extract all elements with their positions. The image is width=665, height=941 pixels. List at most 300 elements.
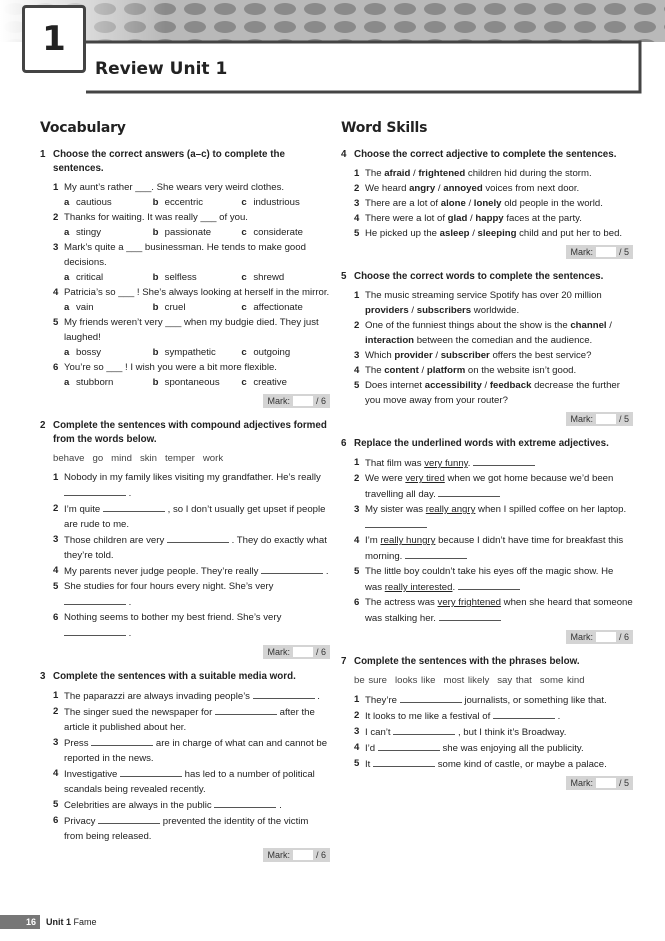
option-c[interactable]: [241, 345, 330, 360]
mark-box: [341, 776, 633, 790]
sentence-end: .: [557, 711, 561, 722]
sentence-end: offers the best service?: [489, 350, 592, 361]
option-c[interactable]: [241, 195, 330, 210]
item-text: [365, 756, 633, 772]
item-text: The content / platform on the website isn’t good.: [365, 365, 577, 376]
sentence-start: One of the funniest things about the show is the: [365, 320, 571, 331]
option-text: outgoing: [253, 347, 291, 358]
list-item: [40, 180, 330, 195]
sentence-start: The: [365, 365, 385, 376]
item-text: [365, 724, 633, 740]
item-text: [64, 470, 330, 501]
mark-total: / 5: [618, 778, 629, 788]
sentence-start: She studies for four hours every night. She’s very: [64, 581, 274, 592]
option-a[interactable]: [64, 345, 153, 360]
list-item: [40, 579, 330, 610]
item-number: 2: [53, 503, 59, 514]
sentence-start: The little boy couldn’t take his eyes off the magic show. He was: [365, 566, 614, 593]
phrase-bank-item: say that: [497, 675, 532, 686]
item-text: [64, 563, 330, 579]
item-number: 5: [53, 799, 59, 810]
mark-total: / 6: [315, 850, 326, 860]
exercise-6: [341, 437, 633, 644]
list-item: [40, 360, 330, 375]
mark-total: / 5: [618, 414, 629, 424]
list-item: [341, 692, 633, 708]
list-item: [341, 502, 633, 533]
exercise-1: [40, 148, 330, 408]
mark-total: / 6: [618, 632, 629, 642]
item-text: There are a lot of alone / lonely old people in the world.: [365, 198, 603, 209]
word-skills-column: [341, 120, 633, 801]
item-number: 2: [53, 212, 59, 223]
sentence-end: when we got home because we’d been travelling all day.: [365, 473, 614, 500]
item-text: [64, 797, 330, 813]
list-item: [341, 348, 633, 363]
item-text: Which provider / subscriber offers the best service?: [365, 350, 592, 361]
list-item: [341, 756, 633, 772]
item-number: 2: [354, 473, 360, 484]
item-text: [64, 240, 330, 270]
option-letter: b: [152, 377, 159, 388]
option-letter: a: [64, 377, 70, 388]
sentence-end: .: [452, 582, 456, 593]
sentence-end: journalists, or something like that.: [464, 695, 607, 706]
page-header: [0, 0, 665, 96]
item-number: 4: [354, 742, 360, 753]
sentence-start: The singer sued the newspaper for: [64, 707, 213, 718]
option-text: passionate: [164, 227, 212, 238]
answer-blank[interactable]: [64, 594, 126, 605]
option-b[interactable]: [153, 300, 242, 315]
option-a[interactable]: [64, 270, 153, 285]
sentence-start: Investigative: [64, 769, 118, 780]
option-text: creative: [253, 377, 287, 388]
choice-option-1[interactable]: asleep: [439, 228, 470, 239]
item-text: [64, 688, 330, 704]
item-text: The afraid / frightened children hid during the storm.: [365, 168, 592, 179]
choice-option-2[interactable]: frightened: [418, 168, 466, 179]
answer-blank[interactable]: [64, 485, 126, 496]
option-a[interactable]: [64, 300, 153, 315]
sentence-start: The actress was: [365, 597, 438, 608]
sentence-end: worldwide.: [471, 305, 520, 316]
item-text: One of the funniest things about the show is the channel / interaction between the comedian and the audience.: [365, 320, 612, 346]
answer-blank[interactable]: [458, 579, 520, 590]
item-text: [365, 692, 633, 708]
list-item: [40, 501, 330, 532]
sentence-start: I can’t: [365, 727, 391, 738]
item-text: [64, 610, 330, 641]
list-item: [341, 724, 633, 740]
option-text: bossy: [76, 347, 102, 358]
sentence-start: It: [365, 759, 371, 770]
list-item: [341, 378, 633, 408]
option-b[interactable]: [153, 195, 242, 210]
choice-option-1[interactable]: accessibility: [424, 380, 482, 391]
sentence-end: between the comedian and the audience.: [414, 335, 593, 346]
option-letter: b: [152, 347, 159, 358]
decorative-pattern: [0, 0, 665, 96]
footer-topic: Fame: [73, 917, 97, 927]
answer-blank[interactable]: [400, 692, 462, 703]
page-footer: [0, 914, 97, 930]
option-letter: c: [241, 302, 247, 313]
item-number: 4: [53, 287, 59, 298]
sentence-end: , so I don’t usually get upset if people are rude to me.: [64, 504, 326, 530]
option-text: shrewd: [253, 272, 285, 283]
item-number: 5: [354, 380, 360, 391]
sentence-start: He picked up the: [365, 228, 440, 239]
page-title: Review Unit 1: [95, 59, 228, 79]
sentence-start: The: [365, 168, 385, 179]
mark-input[interactable]: [293, 396, 313, 406]
exercise-number: 7: [341, 656, 347, 667]
sentence-end: she was enjoying all the publicity.: [442, 743, 584, 754]
choice-option-1[interactable]: alone: [440, 198, 466, 209]
sentence-start: Nobody in my family likes visiting my grandfather. He’s really: [64, 472, 321, 483]
option-letter: a: [64, 272, 70, 283]
exercise-instruction: Complete the sentences with a suitable media word.: [53, 671, 296, 682]
list-item: [40, 532, 330, 563]
choice-option-2[interactable]: platform: [426, 365, 466, 376]
item-number: 3: [354, 198, 360, 209]
phrase-bank: [341, 673, 633, 688]
sentence-end: has led to a number of political scandals being revealed recently.: [64, 769, 315, 795]
item-number: 3: [354, 504, 360, 515]
list-item: [341, 564, 633, 595]
list-item: [341, 455, 633, 471]
answer-blank[interactable]: [373, 756, 435, 767]
sentence-end: decrease the further you move away from your router?: [365, 380, 620, 406]
list-item: [341, 288, 633, 318]
option-c[interactable]: [241, 375, 330, 390]
word-skills-heading: Word Skills: [341, 120, 428, 136]
answer-blank[interactable]: [98, 813, 160, 824]
choice-option-2[interactable]: feedback: [489, 380, 532, 391]
item-text: The music streaming service Spotify has over 20 million providers / subscribers worldwide.: [365, 290, 602, 316]
option-b[interactable]: [153, 375, 242, 390]
choice-option-2[interactable]: subscriber: [440, 350, 490, 361]
option-text: considerate: [253, 227, 303, 238]
list-item: [341, 471, 633, 502]
item-number: 4: [53, 565, 59, 576]
item-number: 4: [53, 768, 59, 779]
answer-blank[interactable]: [438, 486, 500, 497]
phrase-bank-item: some kind: [539, 675, 585, 686]
mark-input[interactable]: [293, 647, 313, 657]
item-number: 4: [354, 535, 360, 546]
option-letter: b: [152, 302, 159, 313]
sentence-start: Which: [365, 350, 395, 361]
underlined-phrase: really hungry: [380, 535, 436, 546]
list-item: [40, 315, 330, 345]
answer-blank[interactable]: [214, 797, 276, 808]
page-number: 16: [0, 915, 40, 929]
item-text: [64, 501, 330, 532]
options-row: [40, 345, 330, 360]
item-number: 4: [354, 213, 360, 224]
mark-input[interactable]: [596, 778, 616, 788]
answer-blank[interactable]: [393, 724, 455, 735]
list-item: [341, 226, 633, 241]
item-text: [64, 315, 330, 345]
option-letter: c: [241, 227, 247, 238]
sentence-start: We heard: [365, 183, 410, 194]
sentence-end: some kind of castle, or maybe a palace.: [437, 759, 607, 770]
list-item: [40, 813, 330, 844]
item-number: 6: [53, 815, 59, 826]
item-number: 2: [354, 710, 360, 721]
item-number: 6: [354, 597, 360, 608]
word-bank-item: work: [202, 453, 224, 464]
answer-blank[interactable]: [91, 735, 153, 746]
answer-blank[interactable]: [215, 704, 277, 715]
answer-blank[interactable]: [473, 455, 535, 466]
item-number: 5: [354, 228, 360, 239]
answer-blank[interactable]: [167, 532, 229, 543]
option-b[interactable]: [153, 225, 242, 240]
word-bank-item: behave: [53, 453, 85, 464]
sentence-start: It looks to me like a festival of: [365, 711, 491, 722]
choice-option-2[interactable]: subscribers: [416, 305, 472, 316]
option-text: industrious: [253, 197, 300, 208]
vocabulary-column: [40, 120, 330, 873]
list-item: [341, 196, 633, 211]
options-row: [40, 375, 330, 390]
sentence-start: There were a lot of: [365, 213, 448, 224]
mark-label: Mark:: [570, 414, 593, 424]
question-text: My friends weren’t very ___ when my budgie died. They just laughed!: [64, 317, 319, 343]
exercise-instruction: Complete the sentences with compound adjectives formed from the words below.: [53, 420, 327, 445]
item-number: 6: [53, 612, 59, 623]
list-item: [341, 166, 633, 181]
item-number: 3: [53, 534, 59, 545]
sentence-end: .: [325, 566, 329, 577]
item-number: 1: [354, 457, 360, 468]
option-text: selfless: [164, 272, 197, 283]
mark-input[interactable]: [596, 414, 616, 424]
option-a[interactable]: [64, 195, 153, 210]
exercise-number: 2: [40, 420, 46, 431]
sentence-end: old people in the world.: [501, 198, 603, 209]
phrase-bank-item: looks like: [395, 675, 436, 686]
sentence-start: Those children are very: [64, 535, 165, 546]
sentence-end: on the website isn’t good.: [465, 365, 577, 376]
sentence-start: The paparazzi are always invading people’s: [64, 691, 250, 702]
options-row: [40, 195, 330, 210]
answer-blank[interactable]: [253, 688, 315, 699]
option-b[interactable]: [153, 270, 242, 285]
question-text: You’re so ___ ! I wish you were a bit more flexible.: [64, 362, 277, 373]
item-text: [64, 813, 330, 844]
option-a[interactable]: [64, 225, 153, 240]
choice-option-2[interactable]: sleeping: [477, 228, 517, 239]
list-item: [40, 704, 330, 735]
underlined-phrase: really angry: [425, 504, 476, 515]
list-item: [341, 318, 633, 348]
item-text: [64, 579, 330, 610]
list-item: [40, 210, 330, 225]
underlined-phrase: very frightened: [437, 597, 501, 608]
list-item: [40, 285, 330, 300]
mark-label: Mark:: [570, 632, 593, 642]
choice-option-2[interactable]: happy: [475, 213, 504, 224]
item-number: 1: [354, 694, 360, 705]
item-number: 1: [354, 290, 360, 301]
list-item: [40, 688, 330, 704]
item-text: [365, 595, 633, 626]
answer-blank[interactable]: [261, 563, 323, 574]
mark-total: / 5: [618, 247, 629, 257]
sentence-start: Celebrities are always in the public: [64, 800, 212, 811]
option-letter: c: [241, 197, 247, 208]
mark-input[interactable]: [596, 247, 616, 257]
sentence-end: .: [128, 628, 132, 639]
vocabulary-heading: Vocabulary: [40, 120, 126, 136]
question-text: Thanks for waiting. It was really ___ of you.: [64, 212, 248, 223]
sentence-end: prevented the identity of the victim from being released.: [64, 816, 309, 842]
option-letter: c: [241, 272, 247, 283]
list-item: [341, 595, 633, 626]
list-item: [40, 766, 330, 797]
option-c[interactable]: [241, 300, 330, 315]
option-text: affectionate: [253, 302, 303, 313]
mark-label: Mark:: [267, 647, 290, 657]
item-text: [365, 502, 633, 533]
sentence-end: .: [279, 800, 282, 811]
choice-option-1[interactable]: provider: [394, 350, 433, 361]
sentence-start: Privacy: [64, 816, 96, 827]
sentence-start: We were: [365, 473, 406, 484]
answer-blank[interactable]: [378, 740, 440, 751]
exercise-3: [40, 670, 330, 862]
list-item: [341, 211, 633, 226]
list-item: [40, 797, 330, 813]
sentence-start: My parents never judge people. They’re really: [64, 566, 259, 577]
mark-label: Mark:: [267, 396, 290, 406]
sentence-start: Does internet: [365, 380, 425, 391]
mark-box: [40, 848, 330, 862]
choice-option-1[interactable]: providers: [365, 305, 409, 316]
exercise-instruction: Choose the correct adjective to complete the sentences.: [354, 149, 617, 160]
item-number: 4: [354, 365, 360, 376]
sentence-start: Press: [64, 738, 89, 749]
sentence-start: They’re: [365, 695, 397, 706]
exercise-instruction: Choose the correct words to complete the sentences.: [354, 271, 604, 282]
item-text: [64, 532, 330, 563]
option-text: critical: [76, 272, 104, 283]
item-text: [64, 766, 330, 797]
answer-blank[interactable]: [365, 517, 427, 528]
sentence-end: . They do exactly what they’re told.: [64, 535, 327, 561]
exercise-7: [341, 655, 633, 790]
mark-input[interactable]: [293, 850, 313, 860]
sentence-end: faces at the party.: [503, 213, 582, 224]
item-text: [365, 564, 633, 595]
choice-option-1[interactable]: channel: [570, 320, 607, 331]
question-text: My aunt’s rather ___. She wears very weird clothes.: [64, 182, 285, 193]
choice-option-2[interactable]: annoyed: [443, 183, 483, 194]
question-text: Mark’s quite a ___ businessman. He tends to make good decisions.: [64, 242, 306, 268]
answer-blank[interactable]: [120, 766, 182, 777]
option-text: stubborn: [76, 377, 114, 388]
list-item: [341, 740, 633, 756]
sentence-end: .: [128, 488, 132, 499]
mark-input[interactable]: [596, 632, 616, 642]
item-text: [64, 210, 330, 225]
word-bank: [40, 451, 330, 466]
item-number: 6: [53, 362, 59, 373]
option-a[interactable]: [64, 375, 153, 390]
option-c[interactable]: [241, 270, 330, 285]
item-number: 1: [53, 182, 59, 193]
mark-total: / 6: [315, 647, 326, 657]
sentence-end: when I spilled coffee on her laptop.: [475, 504, 627, 515]
option-letter: c: [241, 347, 247, 358]
sentence-end: voices from next door.: [482, 183, 580, 194]
exercise-number: 3: [40, 671, 46, 682]
item-text: Does internet accessibility / feedback decrease the further you move away from your router?: [365, 380, 620, 406]
underlined-phrase: really interested: [384, 582, 453, 593]
answer-blank[interactable]: [103, 501, 165, 512]
option-text: vain: [76, 302, 94, 313]
item-number: 5: [354, 758, 360, 769]
item-number: 3: [354, 726, 360, 737]
choice-option-2[interactable]: interaction: [365, 335, 415, 346]
item-text: [365, 740, 633, 756]
sentence-end: .: [128, 597, 132, 608]
option-b[interactable]: [153, 345, 242, 360]
answer-blank[interactable]: [64, 625, 126, 636]
item-text: [64, 285, 330, 300]
item-text: There were a lot of glad / happy faces at the party.: [365, 213, 582, 224]
choice-option-2[interactable]: lonely: [473, 198, 502, 209]
options-row: [40, 225, 330, 240]
exercise-number: 5: [341, 271, 347, 282]
item-number: 5: [53, 317, 59, 328]
option-text: cruel: [164, 302, 186, 313]
sentence-end: .: [467, 458, 471, 469]
option-c[interactable]: [241, 225, 330, 240]
word-bank-item: mind: [111, 453, 132, 464]
choice-option-1[interactable]: content: [384, 365, 419, 376]
options-row: [40, 270, 330, 285]
mark-total: / 6: [315, 396, 326, 406]
item-number: 2: [53, 706, 59, 717]
sentence-end: because I didn’t have time for breakfast this morning.: [365, 535, 624, 562]
sentence-start: That film was: [365, 458, 425, 469]
sentence-start: I’m quite: [64, 504, 101, 515]
exercise-number: 6: [341, 438, 347, 449]
sentence-end: when she heard that someone was stalking her.: [365, 597, 633, 624]
choice-option-1[interactable]: afraid: [384, 168, 411, 179]
phrase-bank-item: be sure: [354, 675, 387, 686]
answer-blank[interactable]: [439, 610, 501, 621]
choice-option-1[interactable]: angry: [409, 183, 436, 194]
answer-blank[interactable]: [493, 708, 555, 719]
mark-box: [341, 630, 633, 644]
question-text: Patricia’s so ___ ! She’s always looking at herself in the mirror.: [64, 287, 330, 298]
option-letter: a: [64, 197, 70, 208]
exercise-number: 4: [341, 149, 347, 160]
mark-box: [341, 245, 633, 259]
choice-option-1[interactable]: glad: [447, 213, 468, 224]
answer-blank[interactable]: [405, 548, 467, 559]
item-text: [64, 360, 330, 375]
underlined-phrase: very funny: [424, 458, 468, 469]
item-text: [365, 708, 633, 724]
